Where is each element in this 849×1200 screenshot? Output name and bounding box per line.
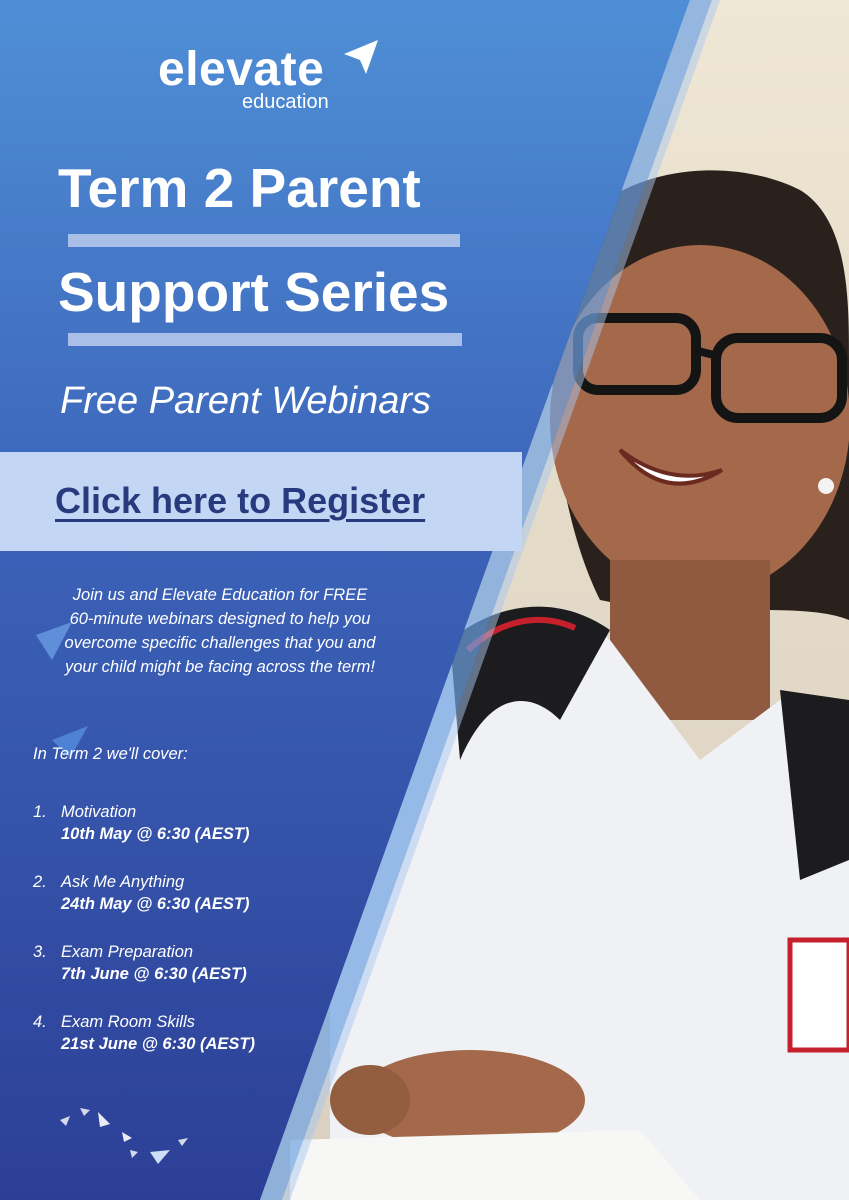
session-date: 21st June @ 6:30 (AEST) [61,1035,255,1053]
title-divider-1 [68,234,460,247]
session-item [33,1010,333,1080]
session-date: 24th May @ 6:30 (AEST) [61,895,250,913]
title-line-1: Term 2 Parent [58,157,421,219]
session-list [33,800,333,1080]
logo-tagline: education [242,91,329,113]
register-link[interactable]: Click here to Register [55,480,426,521]
session-item [33,800,333,870]
paper-plane-icon [344,40,378,74]
session-name: Exam Room Skills [61,1013,195,1031]
intro-text: Join us and Elevate Education for FREE 60-minute webinars designed to help you overcome specific challenges that you and your child might be facing across the term! [64,586,376,676]
session-name: Ask Me Anything [61,873,185,891]
session-date: 10th May @ 6:30 (AEST) [61,825,250,843]
session-name: Exam Preparation [61,943,194,961]
session-number: 3. [33,943,47,961]
session-number: 2. [33,873,47,891]
subtitle: Free Parent Webinars [60,380,432,422]
session-item [33,870,333,940]
session-number: 1. [33,803,47,821]
elevate-logo [158,40,378,115]
logo-wordmark: elevate [158,43,325,96]
session-item [33,940,333,1010]
title-divider-2 [68,333,462,346]
session-name: Motivation [61,803,137,821]
title-line-2: Support Series [58,261,450,323]
topics-heading: In Term 2 we'll cover: [33,745,188,763]
session-number: 4. [33,1013,47,1031]
session-date: 7th June @ 6:30 (AEST) [61,965,247,983]
